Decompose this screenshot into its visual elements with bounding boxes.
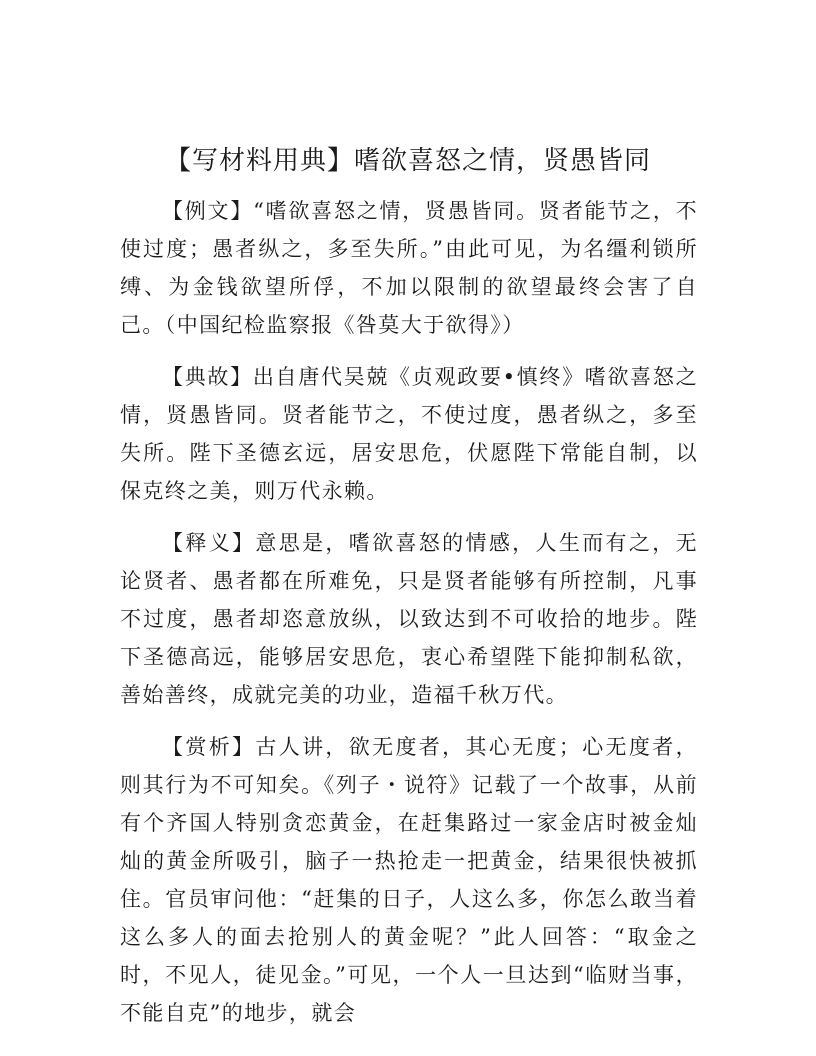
paragraph-tag: 【释义】 [162,531,256,555]
paragraph-text: 古人讲，欲无度者，其心无度；心无度者，则其行为不可知矣。《列子・说符》记载了一个故事，从前有个齐国人特别贪恋黄金，在赶集路过一家金店时被金灿灿的黄金所吸引，脑子一热抢走一把黄金，结果很快被抓住。官员审问他：“赶集的日子，人这么多，你怎么敢当着这么多人的面去抢别人的黄金呢？”此人回答：“取金之时，不见人，徒见金。”可见，一个人一旦达到“临财当事，不能自克”的地步，就会 [120,735,698,1025]
paragraph-tag: 【例文】 [162,199,254,223]
paragraph-example [120,192,698,344]
paragraph-tag: 【赏析】 [162,735,256,759]
paragraph-text: “嗜欲喜怒之情，贤愚皆同。贤者能节之，不使过度；愚者纵之，多至失所。”由此可见，为名缰利锁所缚、为金钱欲望所俘，不加以限制的欲望最终会害了自己。（中国纪检监察报《咎莫大于欲得》） [120,199,698,337]
paragraph-appreciation [120,728,698,1032]
paragraph-allusion [120,358,698,510]
paragraph-text: 意思是，嗜欲喜怒的情感，人生而有之，无论贤者、愚者都在所难免，只是贤者能够有所控制，凡事不过度，愚者却恣意放纵，以致达到不可收拾的地步。陛下圣德高远，能够居安思危，衷心希望陛下能抑制私欲，善始善终，成就完美的功业，造福千秋万代。 [120,531,698,707]
document-body [120,192,698,1046]
document-title: 【写材料用典】嗜欲喜怒之情，贤愚皆同 [164,146,651,176]
paragraph-text: 出自唐代吴兢《贞观政要•慎终》嗜欲喜怒之情，贤愚皆同。贤者能节之，不使过度，愚者纵之，多至失所。陛下圣德玄远，居安思危，伏愿陛下常能自制，以保克终之美，则万代永赖。 [120,365,698,503]
paragraph-tag: 【典故】 [162,365,253,389]
paragraph-interpretation [120,524,698,714]
